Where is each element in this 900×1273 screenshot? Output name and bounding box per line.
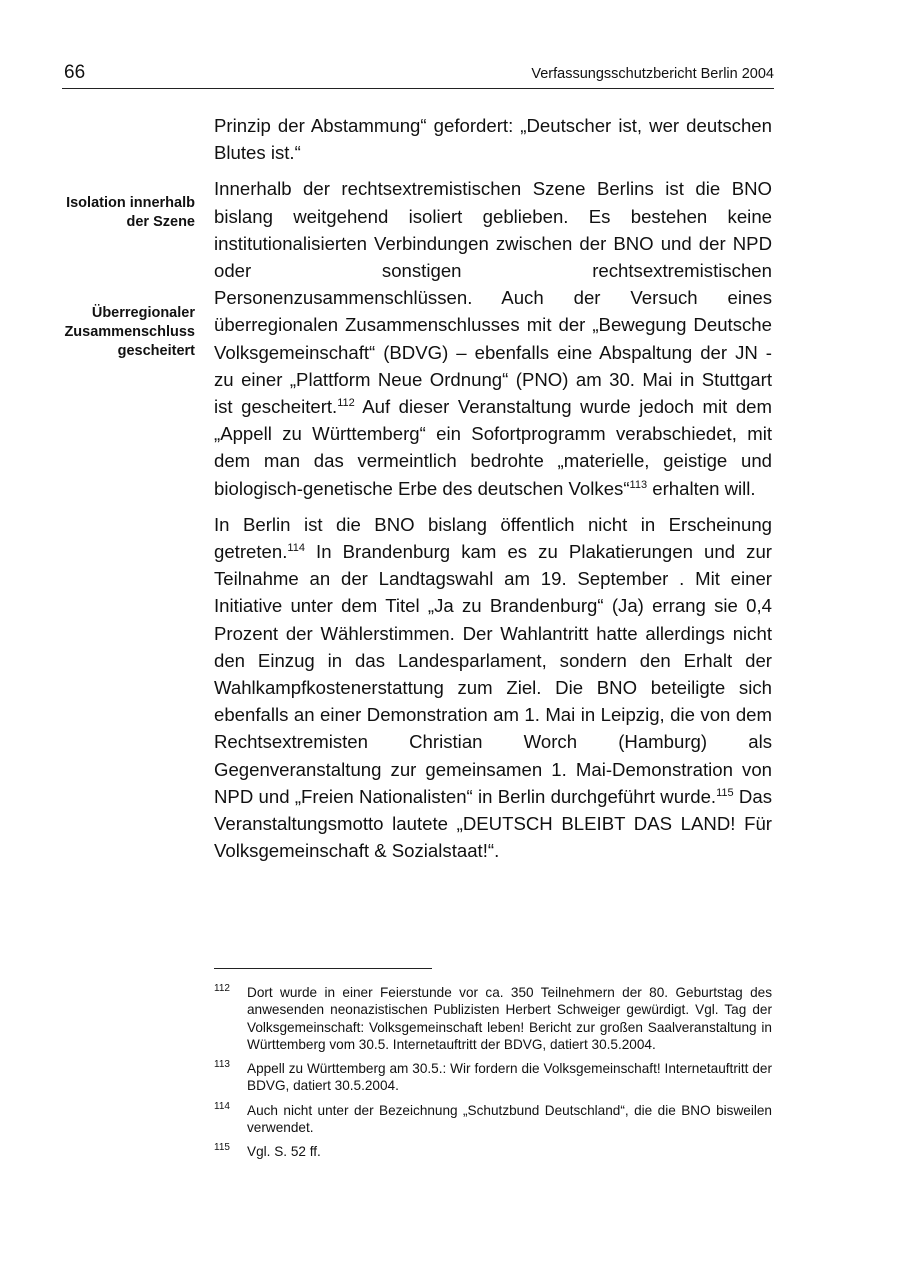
footnote-number: 114 [214, 1100, 230, 1112]
footnote-divider [214, 968, 432, 969]
paragraph-1: Prinzip der Abstammung“ gefordert: „Deutscher ist, wer deutschen Blutes ist.“ [214, 115, 772, 164]
footnote [214, 984, 772, 1053]
margin-note-zusammenschluss: Überregionaler Zusammenschluss gescheitert [64, 305, 195, 359]
footnote-text: Auch nicht unter der Bezeichnung „Schutzbund Deutschland“, die die BNO bisweilen verwendet. [247, 1102, 772, 1136]
footnote-text: Vgl. S. 52 ff. [247, 1144, 321, 1160]
footnote-ref-112: 112 [337, 397, 355, 410]
footnote-ref-115: 115 [716, 786, 734, 799]
footnote-number: 112 [214, 983, 230, 994]
page-header [62, 62, 774, 89]
footnotes [214, 984, 772, 1168]
running-title: Verfassungsschutzbericht Berlin 2004 [531, 66, 774, 82]
footnote [214, 1143, 772, 1160]
footnote-text: Dort wurde in einer Feierstunde vor ca. 350 Teilnehmern der 80. Geburtstag des anwesenden neonazistischen Publizisten Herbert Schweiger gewürdigt. Vgl. Tag der Volksgemeinschaft: Volksgemeinschaft leben! Bericht zur großen Saalveranstaltung in Württemberg vom 30.5. Internetauftritt der BDVG, datiert 30.5.2004. [247, 985, 772, 1052]
footnote [214, 1060, 772, 1095]
page-number: 66 [64, 62, 86, 83]
footnote-number: 115 [214, 1142, 230, 1154]
footnote-ref-113: 113 [629, 478, 648, 491]
paragraph-3: In Berlin ist die BNO bislang öffentlich nicht in Erscheinung getreten.$^{114}$ In Brandenburg kam es zu Plakatierungen und zur Teilnahme an der Landtagswahl am 19. September . Mit einer Initiative unter dem Titel „Ja zu Brandenburg“ (Ja) errang sie 0,4 Prozent der Wählerstimmen. Der Wahlantritt hatte allerdings nicht den Einzug in das Landesparlament, sondern den Erhalt der Wahlkampfkostenerstattung zum Ziel. Die BNO beteiligte sich ebenfalls an einer Demonstration am 1. Mai in Leipzig, die von dem Rechtsextremisten Christian Worch (Hamburg) als Gegenveranstaltung zur gemeinsamen 1. Mai-Demonstration von NPD und „Freien Nationalisten“ in Berlin durchgeführt wurde.$^{115}$ Das Veranstaltungsmotto lautete „DEUTSCH BLEIBT DAS LAND! Für Volksgemeinschaft & Sozialstaat!“. [214, 513, 772, 862]
main-text [214, 112, 772, 873]
footnote [214, 1102, 772, 1137]
paragraph-2: Innerhalb der rechtsextremistischen Szene Berlins ist die BNO bislang weitgehend isoliert geblieben. Es bestehen keine institutionalisierten Verbindungen zwischen der BNO und der NPD oder sonstigen rechtsextremistischen Personenzusammenschlüssen. Auch der Versuch eines überregionalen Zusammenschlusses mit der „Bewegung Deutsche Volksgemeinschaft“ (BDVG) – ebenfalls eine Abspaltung der JN - zu einer „Plattform Neue Ordnung“ (PNO) am 30. Mai in Stuttgart ist gescheitert.$^{112}$ Auf dieser Veranstaltung wurde jedoch mit dem „Appell zu Württemberg“ ein Sofortprogramm verabschiedet, mit dem man das vermeintlich bedrohte „materielle, geistige und biologisch-genetische Erbe des deutschen Volkes“$^{113}$ erhalten will. [214, 178, 772, 499]
margin-note-isolation: Isolation innerhalb der Szene [66, 195, 195, 230]
footnote-number: 113 [214, 1059, 230, 1071]
footnote-ref-114: 114 [287, 542, 305, 555]
footnote-text: Appell zu Württemberg am 30.5.: Wir fordern die Volksgemeinschaft! Internetauftritt der BDVG, datiert 30.5.2004. [247, 1061, 772, 1094]
